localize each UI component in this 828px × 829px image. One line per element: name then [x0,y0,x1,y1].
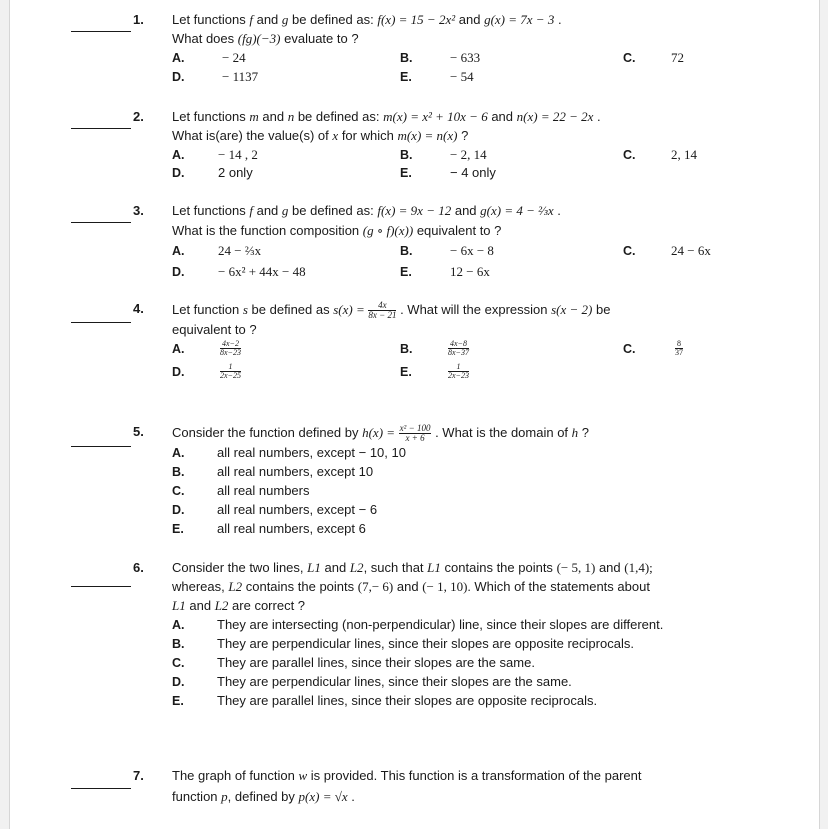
option-fraction: 4x−8 8x−37 [448,339,469,357]
question-number: 6. [133,560,144,575]
answer-blank[interactable] [71,222,131,223]
question-number: 2. [133,109,144,124]
question-stem: The graph of function w is provided. This function is a transformation of the parent [172,768,642,783]
question-stem-line-2: What does (fg)(−3) evaluate to ? [172,31,359,46]
question-stem: Let function s be defined as s(x) = $\frac{4x}{8x - 21}$ . What will the expression s(x − 2) be [172,300,611,320]
answer-blank[interactable] [71,128,131,129]
question-stem: Consider the two lines, L1 and L2, such that L1 contains the points (− 5, 1) and (1,4); [172,560,653,575]
answer-blank[interactable] [71,31,131,32]
answer-blank[interactable] [71,322,131,323]
question-number: 1. [133,12,144,27]
question-number: 5. [133,424,144,439]
option-fraction: 4x−2 8x−23 [220,339,241,357]
option-fraction: 1 2x−23 [448,362,469,380]
worksheet-page: 1. Let functions f and g be defined as: f(x) = 15 − 2x² and g(x) = 7x − 3 . What does (fg)(−3) evaluate to ? A. − 24 B. − 633 C. 72 D. − 1137 E. − 54 2. Let functions m and n be defined as: m(x) = x² + 10x − 6 and n(x) = 22 − 2x . What is(are) the value(s) of x for which m(x) = n(x) ? A. − 14 , 2 B. − 2, 14 C. 2, 14 D. 2 only E. − 4 only 3. Let functions f and g be defined as: f(x) = 9x − 12 and g(x) = 4 − ⅔x . What is the function composition (g ∘ f)(x)) equivalent to ? A. 24 − ⅔x B. − 6x − 8 C. 24 − 6x D. − 6x² + 44x − 48 E. 12 − 6x 4. Let function s be defined as s(x) = $\frac{4x}{8x - 21}$ . What will the expression s(x − 2) be equivalent to ? A. 4x−2 8x−23 B. 4x−8 8x−37 C. 8 37 D. 1 2x−25 E. 1 2x−23 5. Consider the function defined by h(x) = $\frac{\text{x² − 100}}{x + 6}$ . What is the domain of h ? A. all real numbers, except − 10, 10 B. all real numbers, except 10 C. all real numbers D. all real numbers, except − 6 E. all real numbers, except 6 6. Consider the two lines, L1 and L2, such that L1 contains the points (− 5, 1) and (1,4); whereas, L2 contains the points (7,− 6) and (− 1, 10). Which of the statements about L1 and L2 are correct ? A. They are intersecting (non-perpendicular) line, since their slopes are different. B. They are perpendicular lines, since their slopes are opposite reciprocals. C. They are parallel lines, since their slopes are the same. D. They are perpendicular lines, since their slopes are the same. E. They are parallel lines, since their slopes are opposite reciprocals. 7. The graph of function w is provided. This function is a transformation of the parent function p, defined by p(x) = √x . [9,0,820,829]
option-fraction: 1 2x−25 [220,362,241,380]
s-fraction: $\frac{4x}{8x - 21}$ [368,300,397,320]
h-fraction: $\frac{\text{x² − 100}}{x + 6}$ [399,423,431,443]
question-stem-line-2: equivalent to ? [172,322,257,337]
question-number: 4. [133,301,144,316]
question-stem-line-2: What is the function composition (g ∘ f)(x)) equivalent to ? [172,223,502,238]
answer-blank[interactable] [71,586,131,587]
option-fraction: 8 37 [675,339,683,357]
question-stem-line-3: L1 and L2 are correct ? [172,598,306,613]
question-number: 3. [133,203,144,218]
question-number: 7. [133,768,144,783]
answer-blank[interactable] [71,446,131,447]
question-stem: Let functions f and g be defined as: f(x) = 9x − 12 and g(x) = 4 − ⅔x . [172,203,561,218]
question-stem: Let functions m and n be defined as: m(x) = x² + 10x − 6 and n(x) = 22 − 2x . [172,109,601,124]
question-stem: Let functions f and g be defined as: f(x) = 15 − 2x² and g(x) = 7x − 3 . [172,12,562,27]
question-stem: Consider the function defined by h(x) = $\frac{\text{x² − 100}}{x + 6}$ . What is the domain of h ? [172,423,590,443]
question-stem-line-2: What is(are) the value(s) of x for which m(x) = n(x) ? [172,128,469,143]
answer-blank[interactable] [71,788,131,789]
question-stem-line-2: whereas, L2 contains the points (7,− 6) and (− 1, 10). Which of the statements about [172,579,650,594]
question-stem-line-2: function p, defined by p(x) = √x . [172,789,355,804]
